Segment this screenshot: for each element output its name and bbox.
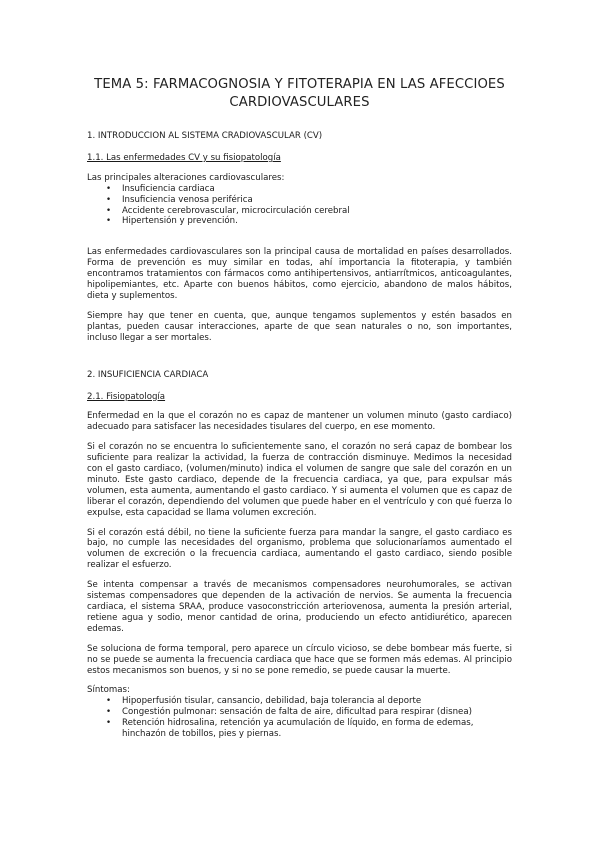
paragraph: Enfermedad en la que el corazón no es capaz de mantener un volumen minuto (gasto cardiaco) adecuado para satisfacer las necesidades tisulares del cuerpo, en ese momento. — [87, 411, 512, 433]
section-1-heading: 1. INTRODUCCION AL SISTEMA CRADIOVASCULAR (CV) — [87, 131, 323, 141]
list-item: • Insuficiencia cardiaca — [106, 183, 215, 194]
paragraph: Si el corazón no se encuentra lo suficientemente sano, el corazón no será capaz de bombear los suficiente para realizar la actividad, la fuerza de contracción disminuye. Medimos la necesidad con el gasto cardiaco, (volumen/minuto) indica el volumen de sangre que sale del corazón en un minuto. Este gasto cardiaco, depende de la frecuencia cardiaca, ya que, para expulsar más volumen, esta aumenta, aumentando el gasto cardiaco. Y si aumenta el volumen que es capaz de liberar el corazón, dependiendo del volumen que puede haber en el ventrículo y con qué fuerza lo expulse, esta capacidad se llama volumen excreción. — [87, 442, 512, 518]
paragraph: Las enfermedades cardiovasculares son la principal causa de mortalidad en países desarrollados. Forma de prevención es muy similar en todas, ahí importancia la fitoterapia, y también encontramos tratamientos con fármacos como antihipertensivos, antiarrítmicos, anticoagulantes, hipolipemiantes, etc. Aparte con buenos hábitos, como ejercicio, abandono de malos hábitos, dieta y suplementos. — [87, 247, 512, 301]
paragraph: Se soluciona de forma temporal, pero aparece un círculo vicioso, se debe bombear más fuerte, si no se puede se aumenta la frecuencia cardiaca que hace que se formen más edemas. Al principio estos mecanismos son buenos, y si no se pone remedio, se puede causar la muerte. — [87, 643, 512, 676]
list-item: • Accidente cerebrovascular, microcirculación cerebral — [106, 205, 350, 216]
list-item: • Retención hidrosalina, retención ya acumulación de líquido, en forma de edemas, hinchazón de tobillos, pies y piernas. — [106, 718, 474, 740]
alterations-intro: Las principales alteraciones cardiovasculares: — [87, 172, 285, 183]
list-item: • Hipoperfusión tisular, cansancio, debilidad, baja tolerancia al deporte — [106, 696, 422, 707]
bullet-icon: • — [106, 194, 112, 205]
section-1-1-subheading: 1.1. Las enfermedades CV y su fisiopatología — [87, 152, 281, 163]
list-item: • Insuficiencia venosa periférica — [106, 194, 253, 205]
bullet-icon: • — [106, 216, 112, 227]
bullet-icon: • — [106, 707, 112, 718]
paragraph: Siempre hay que tener en cuenta, que, aunque tengamos suplementos y estén basados en plantas, pueden causar interacciones, aparte de que sean naturales o no, son importantes, incluso llegar a ser mortales. — [87, 310, 512, 343]
list-item: • Congestión pulmonar: sensación de falta de aire, dificultad para respirar (disnea) — [106, 707, 472, 718]
document-body — [87, 131, 512, 749]
bullet-icon: • — [106, 183, 112, 194]
paragraph: Si el corazón está débil, no tiene la suficiente fuerza para mandar la sangre, el gasto cardiaco es bajo, no cumple las necesidades del organismo, problema que solucionaríamos aumentado el volumen de excreción o la frecuencia cardiaca, aumentando el gasto cardiaco, siendo posible realizar el esfuerzo. — [87, 527, 512, 571]
document-title — [60, 76, 539, 112]
section-2-1-subheading: 2.1. Fisiopatología — [87, 391, 166, 402]
bullet-icon: • — [106, 205, 112, 216]
list-item: • Hipertensión y prevención. — [106, 216, 238, 227]
bullet-icon: • — [106, 718, 112, 729]
symptoms-label: Síntomas: — [87, 685, 130, 696]
title-line-2: CARDIOVASCULARES — [229, 95, 370, 110]
section-2-heading: 2. INSUFICIENCIA CARDIACA — [87, 369, 209, 380]
symptoms-list — [87, 696, 512, 740]
paragraph: Se intenta compensar a través de mecanismos compensadores neurohumorales, se activan sistemas compensadores que dependen de la activación de nervios. Se aumenta la frecuencia cardiaca, el sistema SRAA, produce vasoconstricción arteriovenosa, aumenta la presión arterial, retiene agua y sodio, menor cantidad de orina, produciendo un efecto antidiurético, aparecen edemas. — [87, 580, 512, 634]
alterations-list — [87, 184, 512, 228]
title-line-1: TEMA 5: FARMACOGNOSIA Y FITOTERAPIA EN LAS AFECCIOES — [94, 77, 505, 92]
bullet-icon: • — [106, 696, 112, 707]
